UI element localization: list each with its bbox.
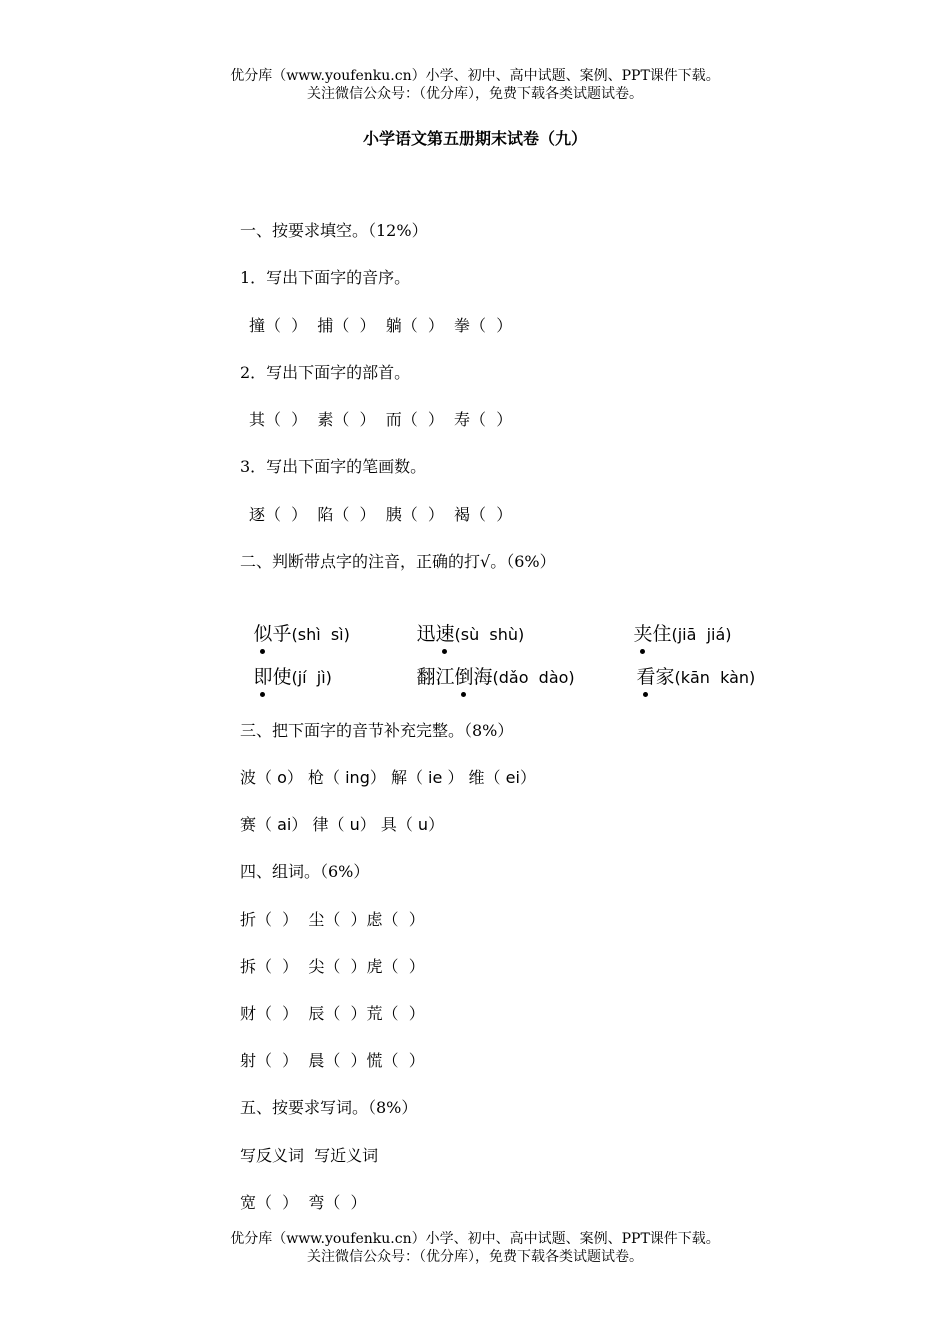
dotted-char: 看 <box>636 666 656 688</box>
pinyin-item: 看 家(kān kàn) <box>625 644 755 689</box>
pinyin-item: 夹 住(jiā jiá) <box>622 601 732 646</box>
section-2-heading: 二、判断带点字的注音，正确的打√。（6%） <box>240 552 556 571</box>
pinyin-item: 翻江倒 海(dǎo dào) <box>405 644 575 689</box>
section-5-heading: 五、按要求写词。（8%） <box>240 1098 418 1117</box>
page-header <box>0 67 950 103</box>
question-2-text: 2．写出下面字的部首。 <box>240 363 411 382</box>
emphasis-dot <box>643 692 648 697</box>
dotted-char: 夹 <box>633 623 653 645</box>
section-3-heading: 三、把下面字的音节补充完整。（8%） <box>240 721 514 740</box>
dotted-char: 似 <box>253 623 273 645</box>
pinyin-item: 似 乎(shì sì) <box>242 601 350 646</box>
emphasis-dot <box>260 692 265 697</box>
dotted-char: 即 <box>253 666 273 688</box>
syllable-row-1: 波（ o） 枪（ ing） 解（ ie ） 维（ ei） <box>240 768 536 787</box>
pinyin-options: (jiā jiá) <box>671 625 732 644</box>
emphasis-dot <box>461 692 466 697</box>
pinyin-options: (shì sì) <box>291 625 350 644</box>
pinyin-options: (jí jì) <box>291 668 332 687</box>
header-line-1: 优分库（www.youfenku.cn）小学、初中、高中试题、案例、PPT课件下载。 <box>230 68 720 84</box>
word-group-row: 射（ ） 晨（ ）慌（ ） <box>240 1051 425 1070</box>
pinyin-item: 即 使(jí jì) <box>242 644 332 689</box>
section-5-subheading: 写反义词 写近义词 <box>240 1146 379 1165</box>
section-4-heading: 四、组词。（6%） <box>240 862 370 881</box>
page-title: 小学语文第五册期末试卷（九） <box>362 129 587 148</box>
question-1-row: 撞（ ） 捕（ ） 躺（ ） 拳（ ） <box>249 316 513 335</box>
syllable-row-2: 赛（ ai） 律（ u） 具（ u） <box>240 815 445 834</box>
pinyin-item: 迅速 (sù shù) <box>405 601 524 646</box>
question-3-text: 3．写出下面字的笔画数。 <box>240 457 427 476</box>
question-2-row: 其（ ） 素（ ） 而（ ） 寿（ ） <box>249 410 513 429</box>
dotted-char: 速 <box>435 623 455 645</box>
pinyin-options: (kān kàn) <box>674 668 756 687</box>
header-line-2: 关注微信公众号：（优分库），免费下载各类试题试卷。 <box>307 86 643 102</box>
section-1-heading: 一、按要求填空。（12%） <box>240 221 428 240</box>
pinyin-options: (sù shù) <box>454 625 525 644</box>
word-group-row: 折（ ） 尘（ ）虑（ ） <box>240 910 425 929</box>
footer-line-2: 关注微信公众号：（优分库），免费下载各类试题试卷。 <box>307 1249 643 1265</box>
word-group-row: 财（ ） 辰（ ）荒（ ） <box>240 1004 425 1023</box>
antonym-row: 宽（ ） 弯（ ） <box>240 1193 367 1212</box>
pinyin-options: (dǎo dào) <box>492 668 575 687</box>
footer-line-1: 优分库（www.youfenku.cn）小学、初中、高中试题、案例、PPT课件下载。 <box>230 1231 720 1247</box>
question-1-text: 1．写出下面字的音序。 <box>240 268 411 287</box>
word-group-row: 拆（ ） 尖（ ）虎（ ） <box>240 957 425 976</box>
page-footer <box>0 1230 950 1266</box>
question-3-row: 逐（ ） 陷（ ） 胰（ ） 褐（ ） <box>249 505 513 524</box>
dotted-char: 倒 <box>454 666 474 688</box>
